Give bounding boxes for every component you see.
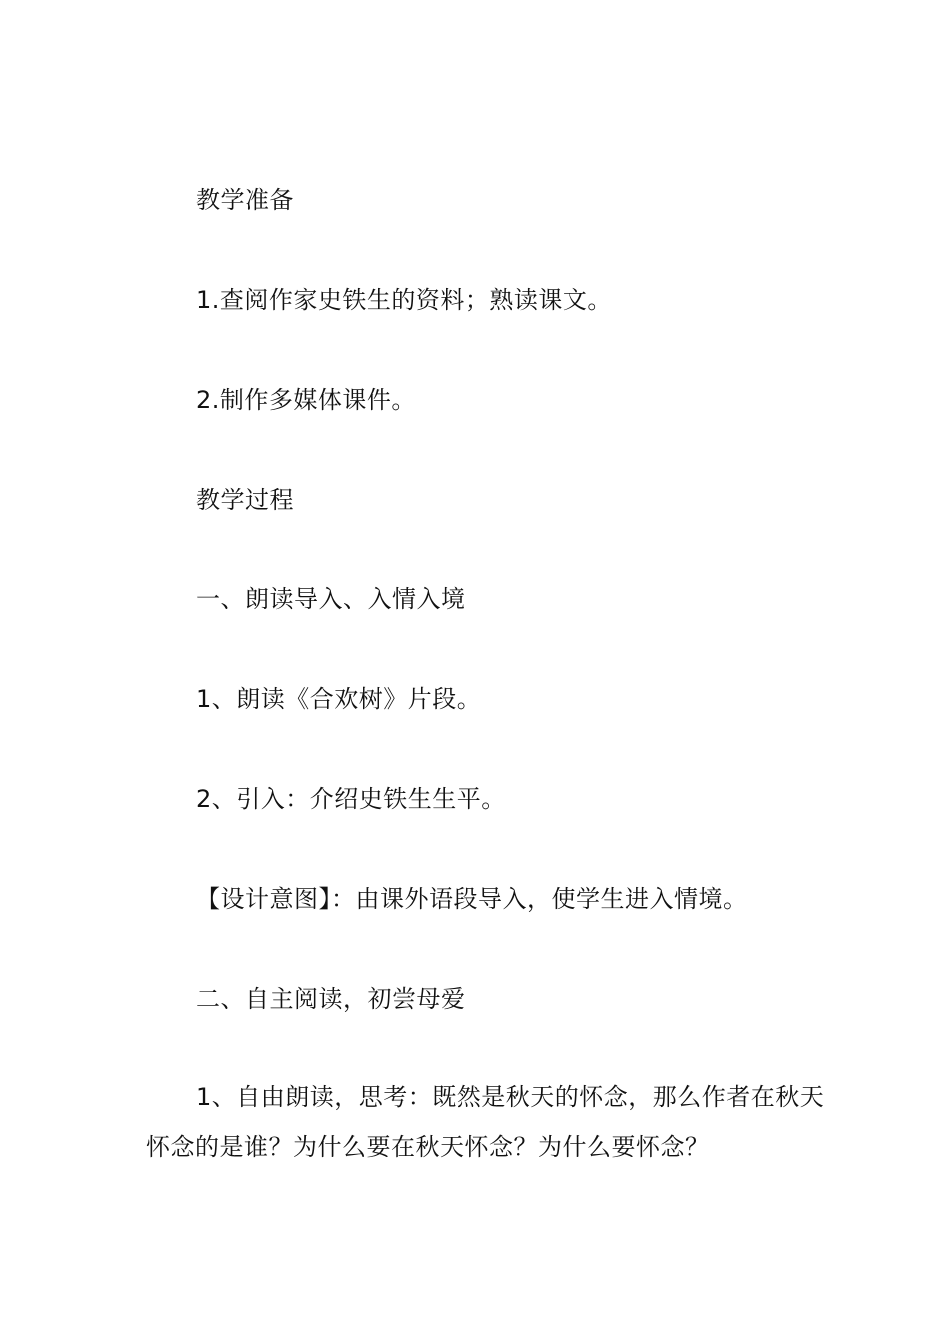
section-1-item-1: 1、朗读《合欢树》片段。 — [196, 685, 482, 713]
section-1-item-2: 2、引入：介绍史铁生生平。 — [196, 785, 506, 813]
heading-teaching-process: 教学过程 — [196, 486, 294, 514]
preparation-item-2: 2.制作多媒体课件。 — [196, 386, 416, 414]
section-2-item-1-paragraph: 1、自由朗读，思考：既然是秋天的怀念，那么作者在秋天怀念的是谁？为什么要在秋天怀念？为什么要怀念？ — [146, 1083, 825, 1161]
heading-teaching-preparation: 教学准备 — [196, 186, 294, 214]
section-heading-2: 二、自主阅读，初尝母爱 — [196, 985, 466, 1013]
preparation-item-1: 1.查阅作家史铁生的资料；熟读课文。 — [196, 286, 612, 314]
design-intent-note: 【设计意图】：由课外语段导入，使学生进入情境。 — [196, 885, 748, 913]
section-heading-1: 一、朗读导入、入情入境 — [196, 585, 466, 613]
